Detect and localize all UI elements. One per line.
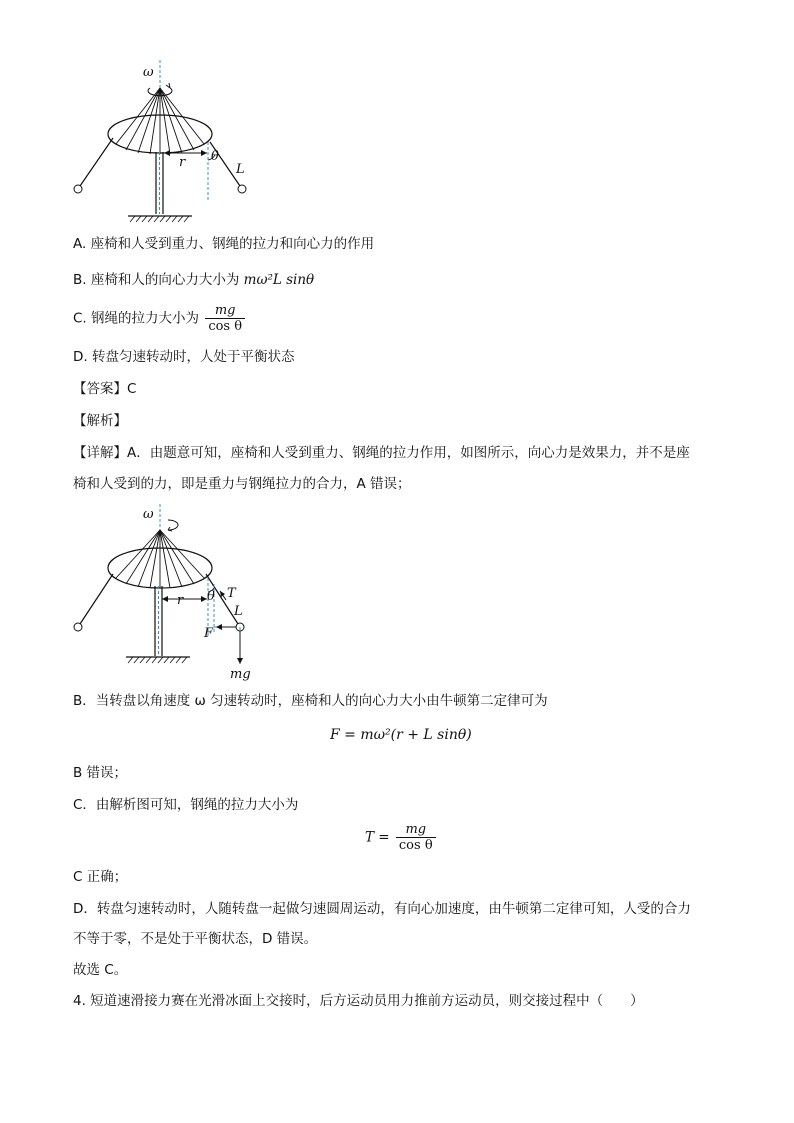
- analysis-label: 【解析】: [73, 413, 127, 429]
- force-label: F: [204, 626, 214, 641]
- answer-label: 【答案】: [73, 381, 127, 397]
- c-formula-fraction: [396, 822, 436, 853]
- radius-label-2: r: [177, 593, 184, 608]
- c-analysis-line: C．由解析图可知，钢绳的拉力大小为: [73, 797, 299, 813]
- omega-label: ω: [143, 65, 154, 80]
- c-conclusion: C 正确；: [73, 869, 128, 885]
- detail-line-2: 椅和人受到的力，即是重力与钢绳拉力的合力，A 错误；: [73, 476, 411, 492]
- b-analysis-line: B．当转盘以角速度 ω 匀速转动时，座椅和人的向心力大小由牛顿第二定律可为: [73, 693, 548, 709]
- answer-value: C: [127, 381, 137, 397]
- option-b-formula: mω²L sinθ: [243, 272, 315, 288]
- option-c: [73, 303, 245, 334]
- carousel-diagram-1: [60, 58, 270, 228]
- final-choice: 故选 C。: [73, 962, 128, 978]
- c-formula: [365, 822, 436, 853]
- b-conclusion: B 错误；: [73, 765, 128, 781]
- option-c-denominator: cos θ: [205, 318, 245, 334]
- option-d: D. 转盘匀速转动时，人处于平衡状态: [73, 349, 295, 365]
- theta-label: θ: [211, 149, 219, 164]
- option-b-text: B. 座椅和人的向心力大小为: [73, 272, 240, 288]
- carousel-force-diagram: [60, 502, 280, 684]
- option-a: A. 座椅和人受到重力、钢绳的拉力和向心力的作用: [73, 236, 375, 252]
- d-analysis-line-2: 不等于零，不是处于平衡状态，D 错误。: [73, 931, 318, 947]
- theta-label-2: θ: [207, 589, 215, 604]
- gravity-label: mg: [230, 667, 251, 682]
- radius-label: r: [179, 155, 186, 170]
- tension-label: T: [227, 586, 236, 601]
- rope-length-label-2: L: [234, 604, 243, 619]
- question-4: 4. 短道速滑接力赛在光滑冰面上交接时，后方运动员用力推前方运动员，则交接过程中（ ）: [73, 993, 644, 1009]
- option-c-text: C. 钢绳的拉力大小为: [73, 310, 200, 327]
- c-formula-denominator: cos θ: [396, 837, 436, 853]
- b-formula: F = mω²(r + L sinθ): [330, 727, 472, 743]
- option-b: [73, 270, 314, 290]
- detail-line-1: 【详解】A．由题意可知，座椅和人受到重力、钢绳的拉力作用，如图所示，向心力是效果力，并不是座: [73, 445, 690, 461]
- answer-line: [73, 379, 136, 399]
- option-c-numerator: mg: [214, 303, 236, 318]
- c-formula-lhs: T =: [365, 829, 390, 846]
- omega-label-2: ω: [143, 507, 154, 522]
- c-formula-numerator: mg: [405, 822, 427, 837]
- rope-length-label: L: [236, 162, 245, 177]
- d-analysis-line-1: D．转盘匀速转动时，人随转盘一起做匀速圆周运动，有向心加速度，由牛顿第二定律可知，人受的合力: [73, 901, 691, 917]
- option-c-fraction: [205, 303, 245, 334]
